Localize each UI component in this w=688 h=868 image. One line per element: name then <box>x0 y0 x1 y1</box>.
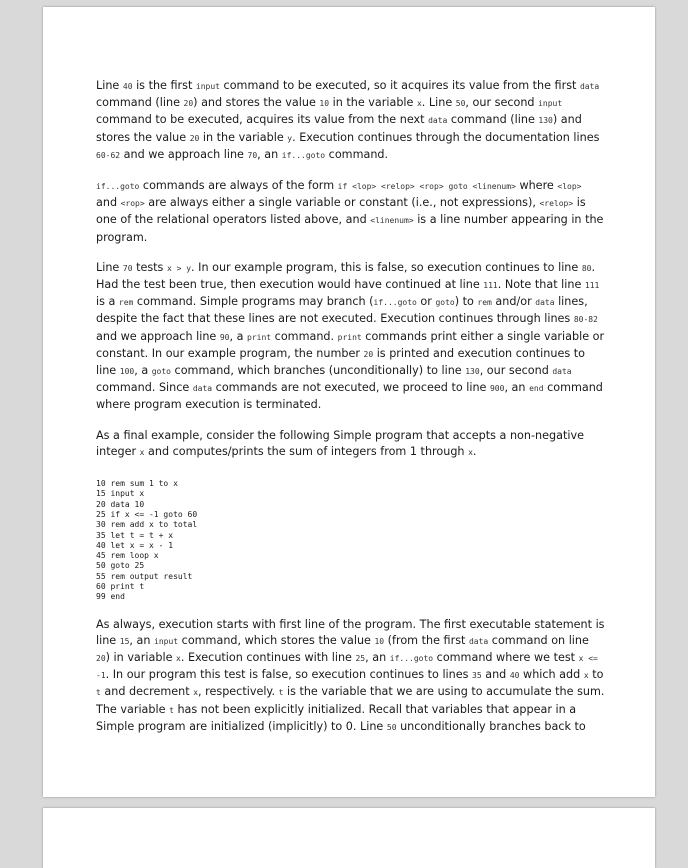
inline-code: rem <box>477 298 492 308</box>
inline-code: t <box>169 705 174 715</box>
code-line: 55 rem output result <box>96 571 193 581</box>
code-line: 50 goto 25 <box>96 561 145 571</box>
inline-code: 10 <box>319 99 330 109</box>
inline-code: 100 <box>119 367 135 377</box>
inline-code: 20 <box>189 133 200 143</box>
inline-code: <lop> <box>557 182 582 192</box>
inline-code: 10 <box>374 636 385 646</box>
inline-code: 40 <box>122 82 133 91</box>
inline-code: if...goto <box>373 298 417 308</box>
inline-code: 60-62 <box>96 150 121 160</box>
inline-code: data <box>468 636 489 646</box>
inline-code: 130 <box>538 116 553 126</box>
inline-code: x > y <box>166 263 192 273</box>
inline-code: x <box>139 447 145 457</box>
inline-code: if...goto <box>389 654 434 664</box>
inline-code: data <box>579 82 600 91</box>
paragraph-2: if...goto commands are always of the form if <lop> <relop> <rop> goto <linenum> where <lop> and <rop> are always either a single variable or constant (i.e., not expressions), <relop> is one of the relational operators listed above, and <linenum> is a line number appearing in the program. <box>96 179 604 244</box>
inline-code: 70 <box>247 150 258 160</box>
inline-code: 900 <box>489 384 505 394</box>
code-line: 60 print t <box>96 582 145 592</box>
code-line: 99 end <box>96 592 125 602</box>
inline-code: if...goto <box>281 150 326 160</box>
inline-code: input <box>195 82 220 91</box>
inline-code: data <box>428 116 448 126</box>
inline-code: data <box>535 298 555 308</box>
inline-code: 50 <box>455 99 466 109</box>
inline-code: goto <box>435 298 455 308</box>
inline-code: 20 <box>96 654 106 664</box>
inline-code: 40 <box>509 671 520 681</box>
inline-code: 80-82 <box>573 315 598 325</box>
inline-code: 130 <box>465 367 480 377</box>
inline-code: <rop> <box>120 199 145 209</box>
inline-code: end <box>529 384 544 394</box>
inline-code: x <box>468 447 473 457</box>
inline-code: input <box>154 636 179 646</box>
inline-code: data <box>552 367 572 377</box>
next-page <box>43 808 655 868</box>
inline-code: if <lop> <relop> <rop> goto <linenum> <box>337 182 516 192</box>
inline-code: if...goto <box>96 182 140 192</box>
paragraph-5: As always, execution starts with first line of the program. The first executable statement is line 15, an input command, which stores the value 10 (from the first data command on line 20) in variable x. Execution continues with line 25, an if...goto command where we test x <= -1. In our program this test is false, so execution continues to lines 35 and 40 which add x to t and decrement x, respectively. t is the variable that we are using to accumulate the sum. The variable t has not been explicitly initialized. Recall that variables that appear in a Simple program are initialized (implicitly) to 0. Line 50 unconditionally branches back to <box>96 617 605 733</box>
inline-code: 35 <box>472 671 482 681</box>
inline-code: rem <box>118 298 134 308</box>
paragraph-3: Line 70 tests x > y. In our example program, this is false, so execution continues to line 80. Had the test been true, then execution would have continued at line 111. Note that line 111 is a rem command. Simple programs may branch (if...goto or goto) to rem and/or data lines, despite the fact that these lines are not executed. Execution continues through lines 80-82 and we approach line 90, a print command. print commands print either a single variable or constant. In our example program, the number 20 is printed and execution continues to line 100, a goto command, which branches (unconditionally) to line 130, our second data command. Since data commands are not executed, we proceed to line 900, an end command where program execution is terminated. <box>96 260 605 412</box>
inline-code: t <box>278 688 284 698</box>
code-line: 15 input x <box>96 489 145 499</box>
code-line: 35 let t = t + x <box>96 530 174 540</box>
code-line: 10 rem sum 1 to x <box>96 479 178 489</box>
inline-code: t <box>96 688 101 698</box>
code-line: 40 let x = x - 1 <box>96 540 174 550</box>
inline-code: x <box>193 688 199 698</box>
inline-code: 111 <box>483 281 498 291</box>
inline-code: 20 <box>183 99 194 109</box>
code-line: 30 rem add x to total <box>96 520 198 530</box>
code-line: 25 if x <= -1 goto 60 <box>96 509 198 519</box>
inline-code: 20 <box>363 349 374 359</box>
code-line: 45 rem loop x <box>96 551 159 561</box>
inline-code: x <box>416 99 422 109</box>
inline-code: input <box>538 99 563 109</box>
inline-code: 80 <box>581 263 592 273</box>
inline-code: print <box>247 332 272 342</box>
inline-code: 25 <box>355 654 366 664</box>
inline-code: print <box>337 332 362 342</box>
code-listing <box>96 475 606 603</box>
inline-code: 70 <box>122 263 133 273</box>
inline-code: 111 <box>584 281 600 291</box>
inline-code: 15 <box>119 636 130 646</box>
inline-code: x <= -1 <box>96 654 598 681</box>
inline-code: 50 <box>386 722 397 732</box>
inline-code: goto <box>151 367 171 377</box>
code-line: 20 data 10 <box>96 499 145 509</box>
paragraph-1: Line 40 is the first input command to be executed, so it acquires its value from the first data command (line 20) and stores the value 10 in the variable x. Line 50, our second input command to be executed, acquires its value from the next data command (line 130) and stores the value 20 in the variable y. Execution continues through the documentation lines 60-62 and we approach line 70, an if...goto command. <box>96 79 600 161</box>
paragraph-4: As a final example, consider the following Simple program that accepts a non-negative integer x and computes/prints the sum of integers from 1 through x. <box>96 428 584 458</box>
inline-code: <relop> <box>539 199 574 209</box>
page-content <box>96 78 606 750</box>
document-page <box>43 7 655 797</box>
inline-code: x <box>176 654 181 664</box>
inline-code: x <box>583 671 589 681</box>
inline-code: <linenum> <box>370 216 414 226</box>
inline-code: y <box>287 133 293 143</box>
inline-code: 90 <box>219 332 230 342</box>
inline-code: data <box>192 384 213 394</box>
